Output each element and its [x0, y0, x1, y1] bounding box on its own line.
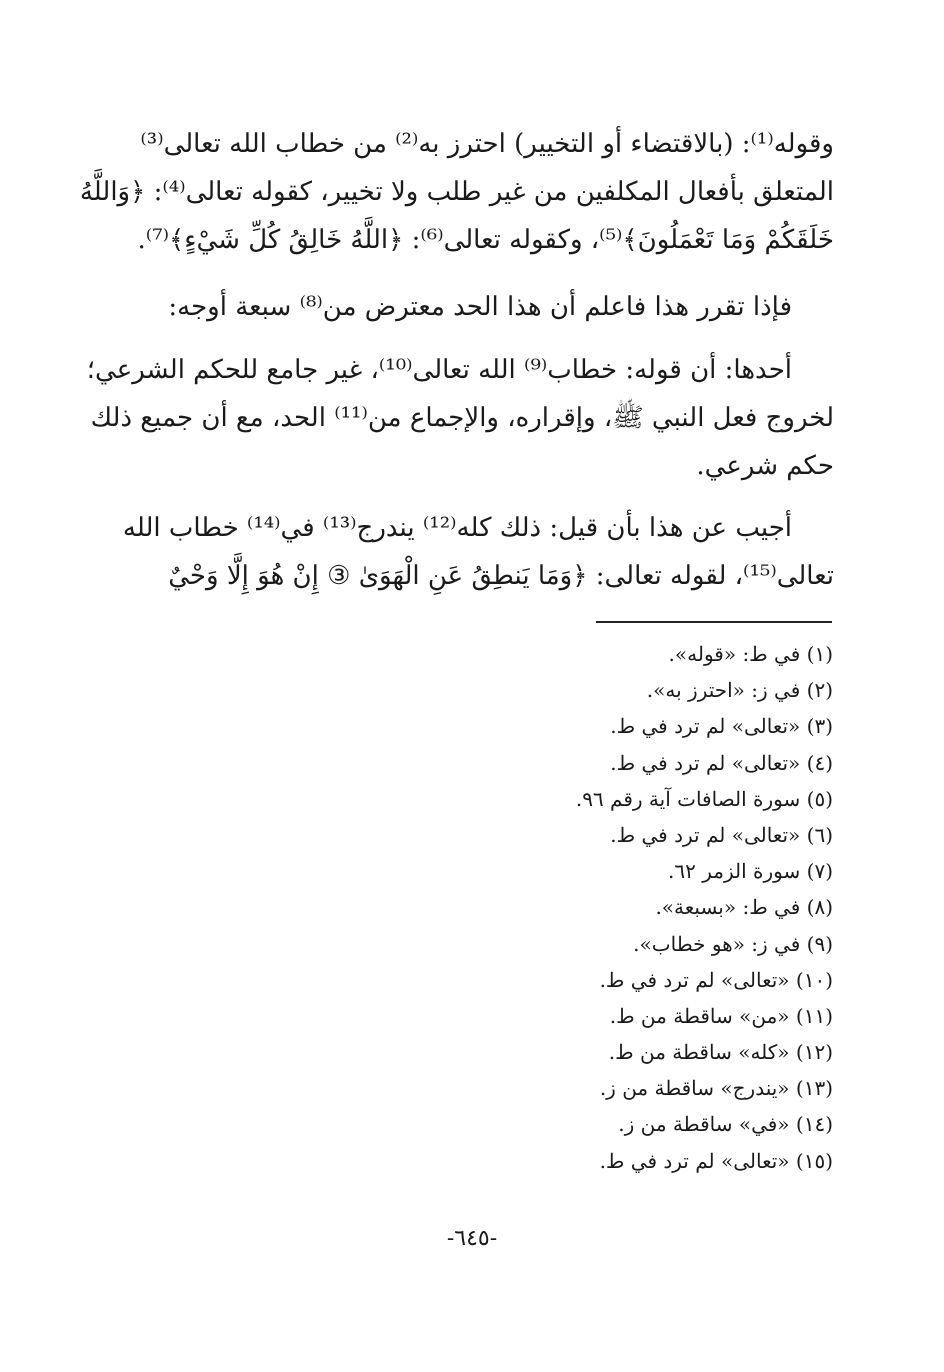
footnote: (٤) «تعالى» لم ترد في ط.: [610, 750, 833, 775]
footnote: (٩) في ز: «هو خطاب».: [633, 931, 833, 956]
footnote-separator: [596, 621, 832, 623]
footnote: (١٣) «يندرج» ساقطة من ز.: [599, 1076, 833, 1101]
text-line: حكم شرعي.: [696, 451, 834, 481]
footnote: (٣) «تعالى» لم ترد في ط.: [610, 714, 833, 739]
text-line: أجيب عن هذا بأن قيل: ذلك كله⁽¹²⁾ يندرج⁽¹³⁾ في⁽¹⁴⁾ خطاب الله: [122, 513, 792, 543]
text-line: فإذا تقرر هذا فاعلم أن هذا الحد معترض من⁽⁸⁾ سبعة أوجه:: [168, 292, 792, 322]
footnote: (١٢) «كله» ساقطة من ط.: [608, 1040, 833, 1065]
footnote: (٨) في ط: «بسبعة».: [655, 895, 833, 920]
text-line: لخروج فعل النبي ﷺ، وإقراره، والإجماع من⁽¹¹⁾ الحد، مع أن جميع ذلك: [90, 403, 834, 433]
footnote: (٢) في ز: «احترز به».: [646, 678, 833, 703]
text-line: أحدها: أن قوله: خطاب⁽⁹⁾ الله تعالى⁽¹⁰⁾، غير جامع للحكم الشرعي؛: [86, 355, 792, 385]
paragraph-2: [112, 283, 792, 331]
paragraph-4: [118, 504, 834, 600]
footnote: (١٠) «تعالى» لم ترد في ط.: [599, 967, 833, 992]
text-line: تعالى⁽¹⁵⁾، لقوله تعالى: ﴿وَمَا يَنطِقُ عَنِ الْهَوَىٰ ③ إِنْ هُوَ إِلَّا وَحْيٌ: [168, 561, 834, 591]
footnote: (٧) سورة الزمر ٦٢.: [668, 859, 833, 884]
footnote: (٦) «تعالى» لم ترد في ط.: [610, 822, 833, 847]
footnote: (١٤) «في» ساقطة من ز.: [618, 1112, 833, 1137]
text-line: وقوله⁽¹⁾: (بالاقتضاء أو التخيير) احترز به⁽²⁾ من خطاب الله تعالى⁽³⁾: [140, 129, 834, 159]
footnote: (٥) سورة الصافات آية رقم ٩٦.: [575, 786, 833, 811]
footnote: (١) في ط: «قوله».: [668, 642, 833, 666]
footnotes: [413, 636, 833, 1179]
paragraph-1: [79, 120, 834, 264]
text-line: خَلَقَكُمْ وَمَا تَعْمَلُونَ﴾⁽⁵⁾، وكقوله تعالى⁽⁶⁾: ﴿اللَّهُ خَالِقُ كُلِّ شَيْءٍ﴾⁽⁷⁾.: [137, 225, 834, 255]
paragraph-3: [86, 346, 834, 490]
footnote: (١٥) «تعالى» لم ترد في ط.: [599, 1148, 833, 1173]
text-line: المتعلق بأفعال المكلفين من غير طلب ولا تخيير، كقوله تعالى⁽⁴⁾: ﴿وَاللَّهُ: [79, 177, 834, 207]
page-number: -٦٤٥-: [446, 1226, 498, 1251]
footnote: (١١) «من» ساقطة من ط.: [609, 1003, 833, 1028]
